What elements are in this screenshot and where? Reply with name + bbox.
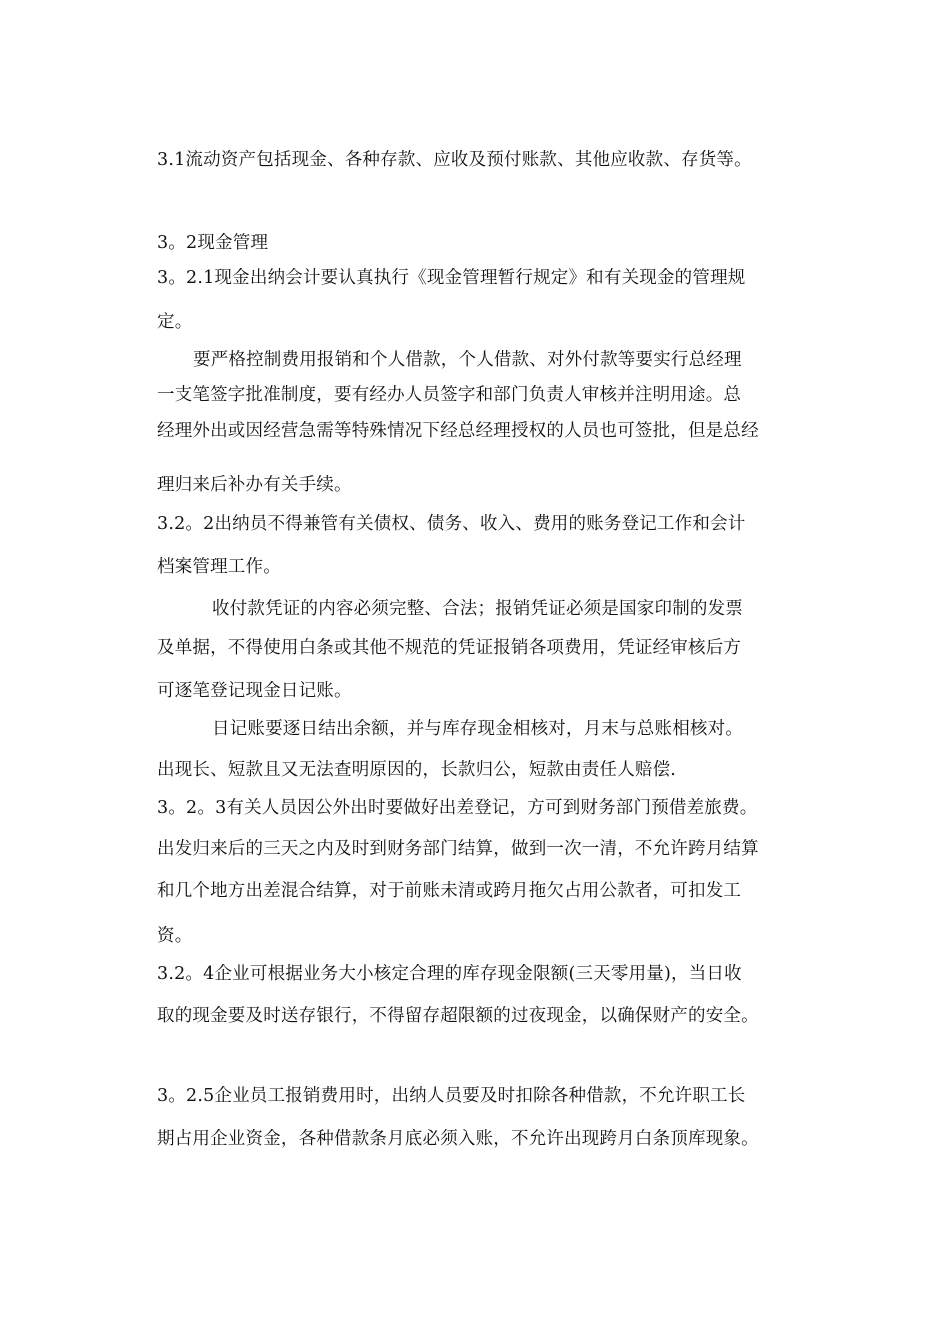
text-line: 3.1流动资产包括现金、各种存款、应收及预付账款、其他应收款、存货等。 [157, 150, 752, 170]
text-line: 日记账要逐日结出余额，并与库存现金相核对，月末与总账相核对。 [212, 719, 743, 739]
text-line: 取的现金要及时送存银行，不得留存超限额的过夜现金，以确保财产的安全。 [157, 1006, 759, 1026]
text-line: 期占用企业资金，各种借款条月底必须入账，不允许出现跨月白条顶库现象。 [157, 1129, 759, 1149]
text-line: 定。 [157, 312, 193, 332]
text-line: 理归来后补办有关手续。 [157, 475, 352, 495]
text-line: 收付款凭证的内容必须完整、合法；报销凭证必须是国家印制的发票 [212, 599, 743, 619]
text-line: 和几个地方出差混合结算，对于前账未清或跨月拖欠占用公款者，可扣发工 [157, 881, 742, 901]
text-line: 要严格控制费用报销和个人借款，个人借款、对外付款等要实行总经理 [193, 350, 742, 370]
text-line: 3。2.5企业员工报销费用时，出纳人员要及时扣除各种借款，不允许职工长 [157, 1086, 746, 1106]
text-line: 3。2.1现金出纳会计要认真执行《现金管理暂行规定》和有关现金的管理规 [157, 268, 746, 288]
text-line: 档案管理工作。 [157, 557, 281, 577]
text-line: 可逐笔登记现金日记账。 [157, 681, 352, 701]
text-line: 出现长、短款且又无法查明原因的，长款归公，短款由责任人赔偿. [157, 760, 677, 780]
section-heading: 3。2现金管理 [157, 233, 269, 253]
text-line: 经理外出或因经营急需等特殊情况下经总经理授权的人员也可签批，但是总经 [157, 421, 759, 441]
text-line: 3.2。2出纳员不得兼管有关债权、债务、收入、费用的账务登记工作和会计 [157, 514, 746, 534]
text-line: 3。2。3有关人员因公外出时要做好出差登记，方可到财务部门预借差旅费。 [157, 798, 758, 818]
text-line: 资。 [157, 926, 193, 946]
text-line: 及单据，不得使用白条或其他不规范的凭证报销各项费用，凭证经审核后方 [157, 638, 742, 658]
text-line: 3.2。4企业可根据业务大小核定合理的库存现金限额(三天零用量)，当日收 [157, 964, 742, 984]
text-line: 出发归来后的三天之内及时到财务部门结算，做到一次一清，不允许跨月结算 [157, 839, 759, 859]
text-line: 一支笔签字批准制度，要有经办人员签字和部门负责人审核并注明用途。总 [157, 385, 742, 405]
